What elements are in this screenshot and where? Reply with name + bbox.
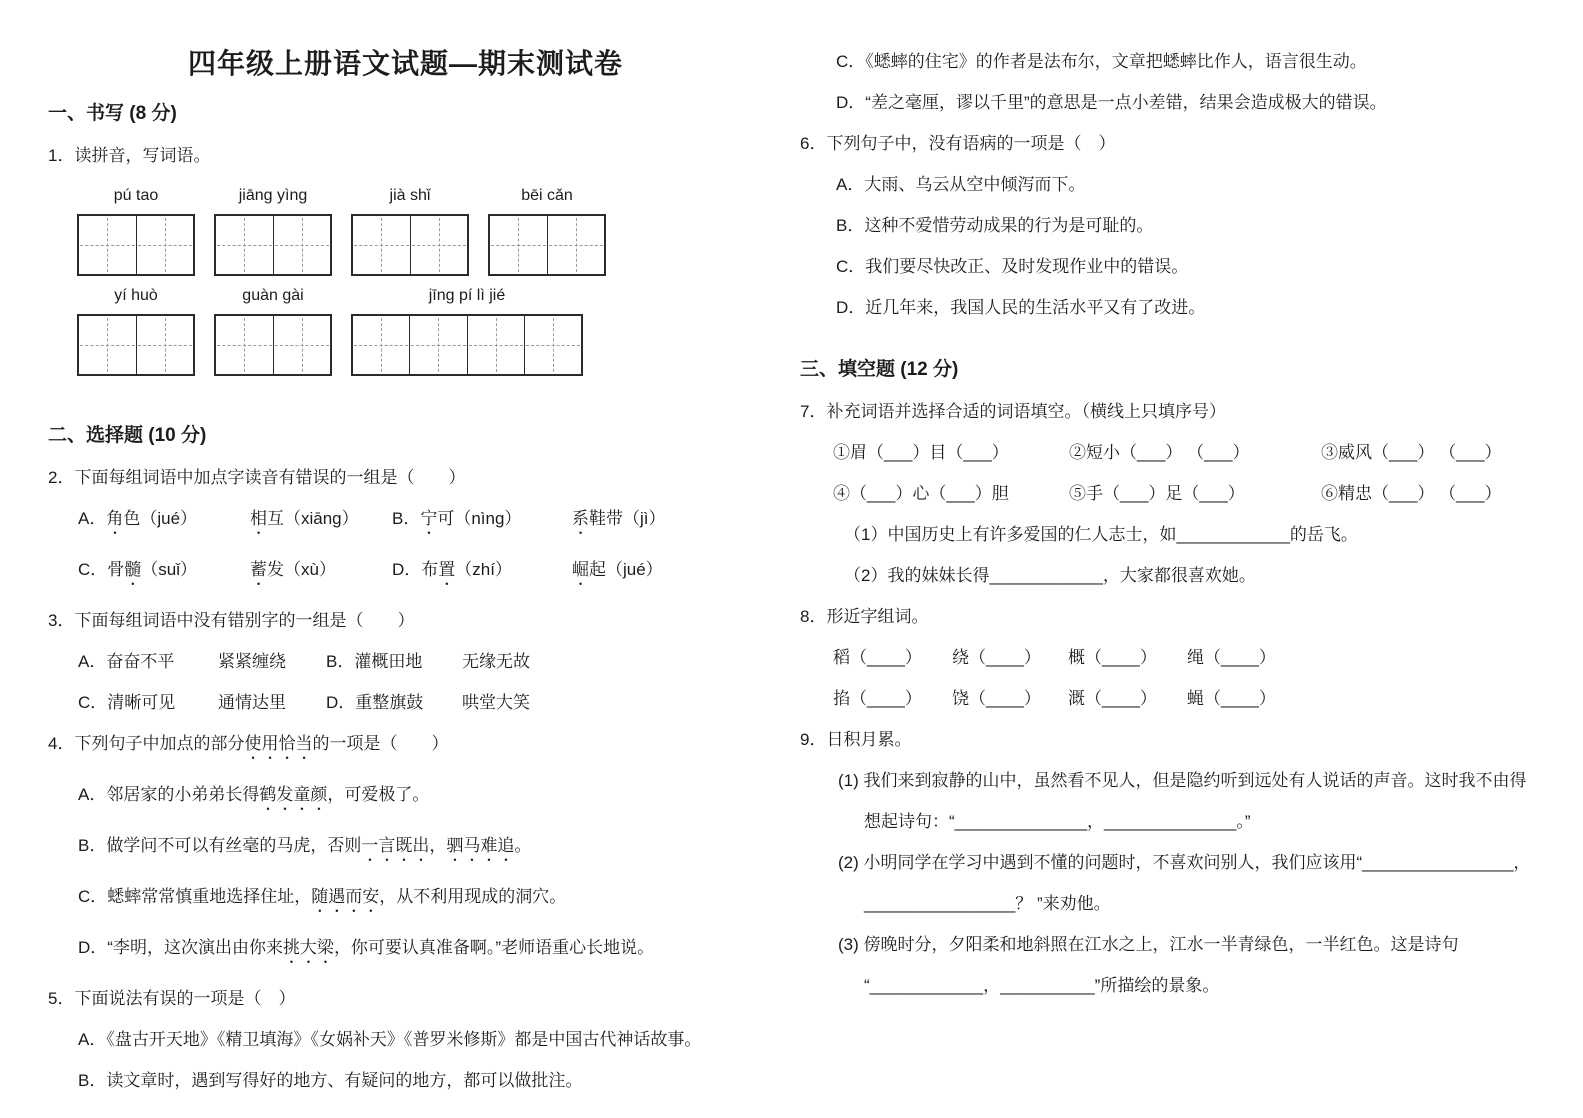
q8-item-2: 绕（____）	[952, 648, 1041, 667]
q9-sub-3-line-1: (3) 傍晚时分，夕阳柔和地斜照在江水之上，江水一半青绿色，一半红色。这是诗句	[838, 935, 1459, 954]
writing-cell[interactable]	[547, 216, 605, 274]
q5-option-a: A．《盘古开天地》《精卫填海》《女娲补天》《普罗米修斯》都是中国古代神话故事。	[78, 1030, 702, 1049]
writing-cell[interactable]	[216, 216, 273, 274]
q9-sub-1-line-1: (1) 我们来到寂静的山中，虽然看不见人，但是隐约听到远处有人说话的声音。这时我不由得	[838, 771, 1527, 790]
writing-cell[interactable]	[467, 316, 524, 374]
left-column	[48, 0, 763, 1112]
q9-stem: 9．日积月累。	[800, 730, 912, 749]
pinyin-label: jià shǐ	[389, 187, 431, 204]
writing-cell[interactable]	[353, 216, 410, 274]
q7-sub-2: （2）我的妹妹长得____________，大家都很喜欢她。	[844, 566, 1256, 585]
section-1-heading: 一、书写 (8 分)	[48, 103, 177, 124]
writing-cell[interactable]	[79, 216, 136, 274]
q5-option-c: C．《蟋蟀的住宅》的作者是法布尔，文章把蟋蟀比作人，语言很生动。	[836, 52, 1367, 71]
writing-grid-row-1	[77, 214, 763, 276]
q8-stem: 8．形近字组词。	[800, 607, 929, 626]
writing-cell[interactable]	[490, 216, 547, 274]
q3-option-row-2	[48, 693, 763, 712]
q7-item-6: ⑥精忠（___） （___）	[1321, 484, 1502, 503]
q4-stem: 4．下列句子中加点的部分使用恰当的一项是（ ）	[48, 734, 449, 753]
q7-sub-1: （1）中国历史上有许多爱国的仁人志士，如____________的岳飞。	[844, 525, 1358, 544]
writing-cell[interactable]	[353, 316, 409, 374]
section-3-heading: 三、填空题 (12 分)	[800, 359, 959, 380]
pinyin-label: bēi cǎn	[521, 187, 573, 204]
pinyin-label: guàn gài	[242, 287, 304, 304]
writing-grid-box	[351, 214, 469, 276]
q5-option-b: B．读文章时，遇到写得好的地方、有疑问的地方，都可以做批注。	[78, 1071, 583, 1090]
q1-stem: 1．读拼音，写词语。	[48, 146, 211, 165]
q8-item-1: 稻（____）	[833, 648, 922, 667]
writing-cell[interactable]	[524, 316, 581, 374]
q4-option-a: A．邻居家的小弟弟长得鹤发童颜，可爱极了。	[78, 785, 430, 804]
q8-item-5: 掐（____）	[833, 689, 922, 708]
q4-option-d: D．“李明，这次演出由你来挑大梁，你可要认真准备啊。”老师语重心长地说。	[78, 938, 655, 957]
page-title: 四年级上册语文试题—期末测试卷	[187, 48, 623, 79]
q6-option-b: B．这种不爱惜劳动成果的行为是可耻的。	[836, 216, 1154, 235]
q8-item-4: 绳（____）	[1187, 648, 1276, 667]
q4-option-c: C．蟋蟀常常慎重地选择住址，随遇而安，从不利用现成的洞穴。	[78, 887, 567, 906]
writing-grid-box	[351, 314, 583, 376]
q3-option-d: D．重整旗鼓	[326, 693, 424, 712]
q7-item-5: ⑤手（___）足（___）	[1069, 484, 1245, 503]
pinyin-label: yí huò	[114, 287, 158, 304]
pinyin-row-1	[77, 187, 763, 205]
q7-stem: 7．补充词语并选择合适的词语填空。（横线上只填序号）	[800, 402, 1226, 421]
q3-option-row-1	[48, 652, 763, 671]
q3-option-b-word2: 无缘无故	[462, 652, 530, 671]
q3-stem: 3．下面每组词语中没有错别字的一组是（ ）	[48, 611, 415, 630]
q9-sub-3-line-2: “____________，__________”所描绘的景象。	[864, 976, 1220, 995]
q2-option-b-word2: 系鞋带（jì）	[572, 509, 666, 528]
q2-option-c-word2: 蓄发（xù）	[250, 560, 336, 579]
q9-sub-2-line-2: ________________？ ”来劝他。	[864, 894, 1111, 913]
writing-cell[interactable]	[273, 316, 331, 374]
q1-writing-area	[48, 187, 763, 376]
writing-grid-row-2	[77, 314, 763, 376]
q2-option-a: A．角色（jué）	[78, 509, 198, 528]
writing-grid-box	[77, 314, 195, 376]
writing-cell[interactable]	[409, 316, 466, 374]
q8-item-8: 蝇（____）	[1187, 689, 1276, 708]
q3-option-a: A．奋奋不平	[78, 652, 175, 671]
writing-cell[interactable]	[216, 316, 273, 374]
q7-item-3: ③威风（___） （___）	[1321, 443, 1502, 462]
q5-option-d: D．“差之毫厘，谬以千里”的意思是一点小差错，结果会造成极大的错误。	[836, 93, 1387, 112]
q2-option-c: C．骨髓（suǐ）	[78, 560, 198, 579]
writing-cell[interactable]	[79, 316, 136, 374]
q9-sub-1-line-2: 想起诗句：“______________，______________。”	[864, 812, 1251, 831]
q7-item-4: ④（___）心（___）胆	[833, 484, 1009, 503]
q3-option-b: B．灌概田地	[326, 652, 423, 671]
q8-word-row-2	[800, 689, 1570, 708]
q7-item-2: ②短小（___） （___）	[1069, 443, 1250, 462]
q3-option-a-word2: 紧紧缠绕	[218, 652, 286, 671]
q5-stem: 5．下面说法有误的一项是（ ）	[48, 989, 296, 1008]
pinyin-label: jiāng yìng	[238, 187, 308, 204]
q6-option-d: D．近几年来，我国人民的生活水平又有了改进。	[836, 298, 1206, 317]
q7-word-row-1	[800, 443, 1570, 462]
q3-option-d-word2: 哄堂大笑	[462, 693, 530, 712]
q9-sub-2-line-1: (2) 小明同学在学习中遇到不懂的问题时，不喜欢问别人，我们应该用“________________，	[838, 853, 1531, 872]
q2-option-row-2	[48, 560, 763, 589]
q4-option-b: B．做学问不可以有丝毫的马虎，否则一言既出，驷马难追。	[78, 836, 532, 855]
writing-cell[interactable]	[136, 316, 194, 374]
writing-grid-box	[214, 214, 332, 276]
q8-item-7: 溉（____）	[1068, 689, 1157, 708]
q2-option-a-word2: 相互（xiāng）	[250, 509, 359, 528]
writing-grid-box	[214, 314, 332, 376]
q3-option-c-word2: 通情达里	[218, 693, 286, 712]
q6-stem: 6．下列句子中，没有语病的一项是（ ）	[800, 134, 1116, 153]
q2-option-b: B．宁可（nìng）	[392, 509, 522, 528]
right-column	[800, 0, 1570, 1017]
q6-option-a: A．大雨、乌云从空中倾泻而下。	[836, 175, 1086, 194]
q7-item-1: ①眉（___）目（___）	[833, 443, 1009, 462]
q6-option-c: C．我们要尽快改正、及时发现作业中的错误。	[836, 257, 1189, 276]
section-2-heading: 二、选择题 (10 分)	[48, 425, 207, 446]
q2-stem: 2．下面每组词语中加点字读音有错误的一组是（ ）	[48, 468, 466, 487]
writing-cell[interactable]	[136, 216, 194, 274]
q2-option-row-1	[48, 509, 763, 538]
q3-option-c: C．清晰可见	[78, 693, 176, 712]
pinyin-label: jīng pí lì jié	[428, 287, 506, 304]
q8-item-6: 饶（____）	[952, 689, 1041, 708]
pinyin-label: pú tao	[113, 187, 159, 204]
writing-grid-box	[77, 214, 195, 276]
pinyin-row-2	[77, 287, 763, 305]
writing-cell[interactable]	[410, 216, 468, 274]
q2-option-d-word2: 崛起（jué）	[572, 560, 663, 579]
writing-cell[interactable]	[273, 216, 331, 274]
q7-word-row-2	[800, 484, 1570, 503]
writing-grid-box	[488, 214, 606, 276]
q2-option-d: D．布置（zhí）	[392, 560, 512, 579]
q8-item-3: 概（____）	[1068, 648, 1157, 667]
q8-word-row-1	[800, 648, 1570, 667]
